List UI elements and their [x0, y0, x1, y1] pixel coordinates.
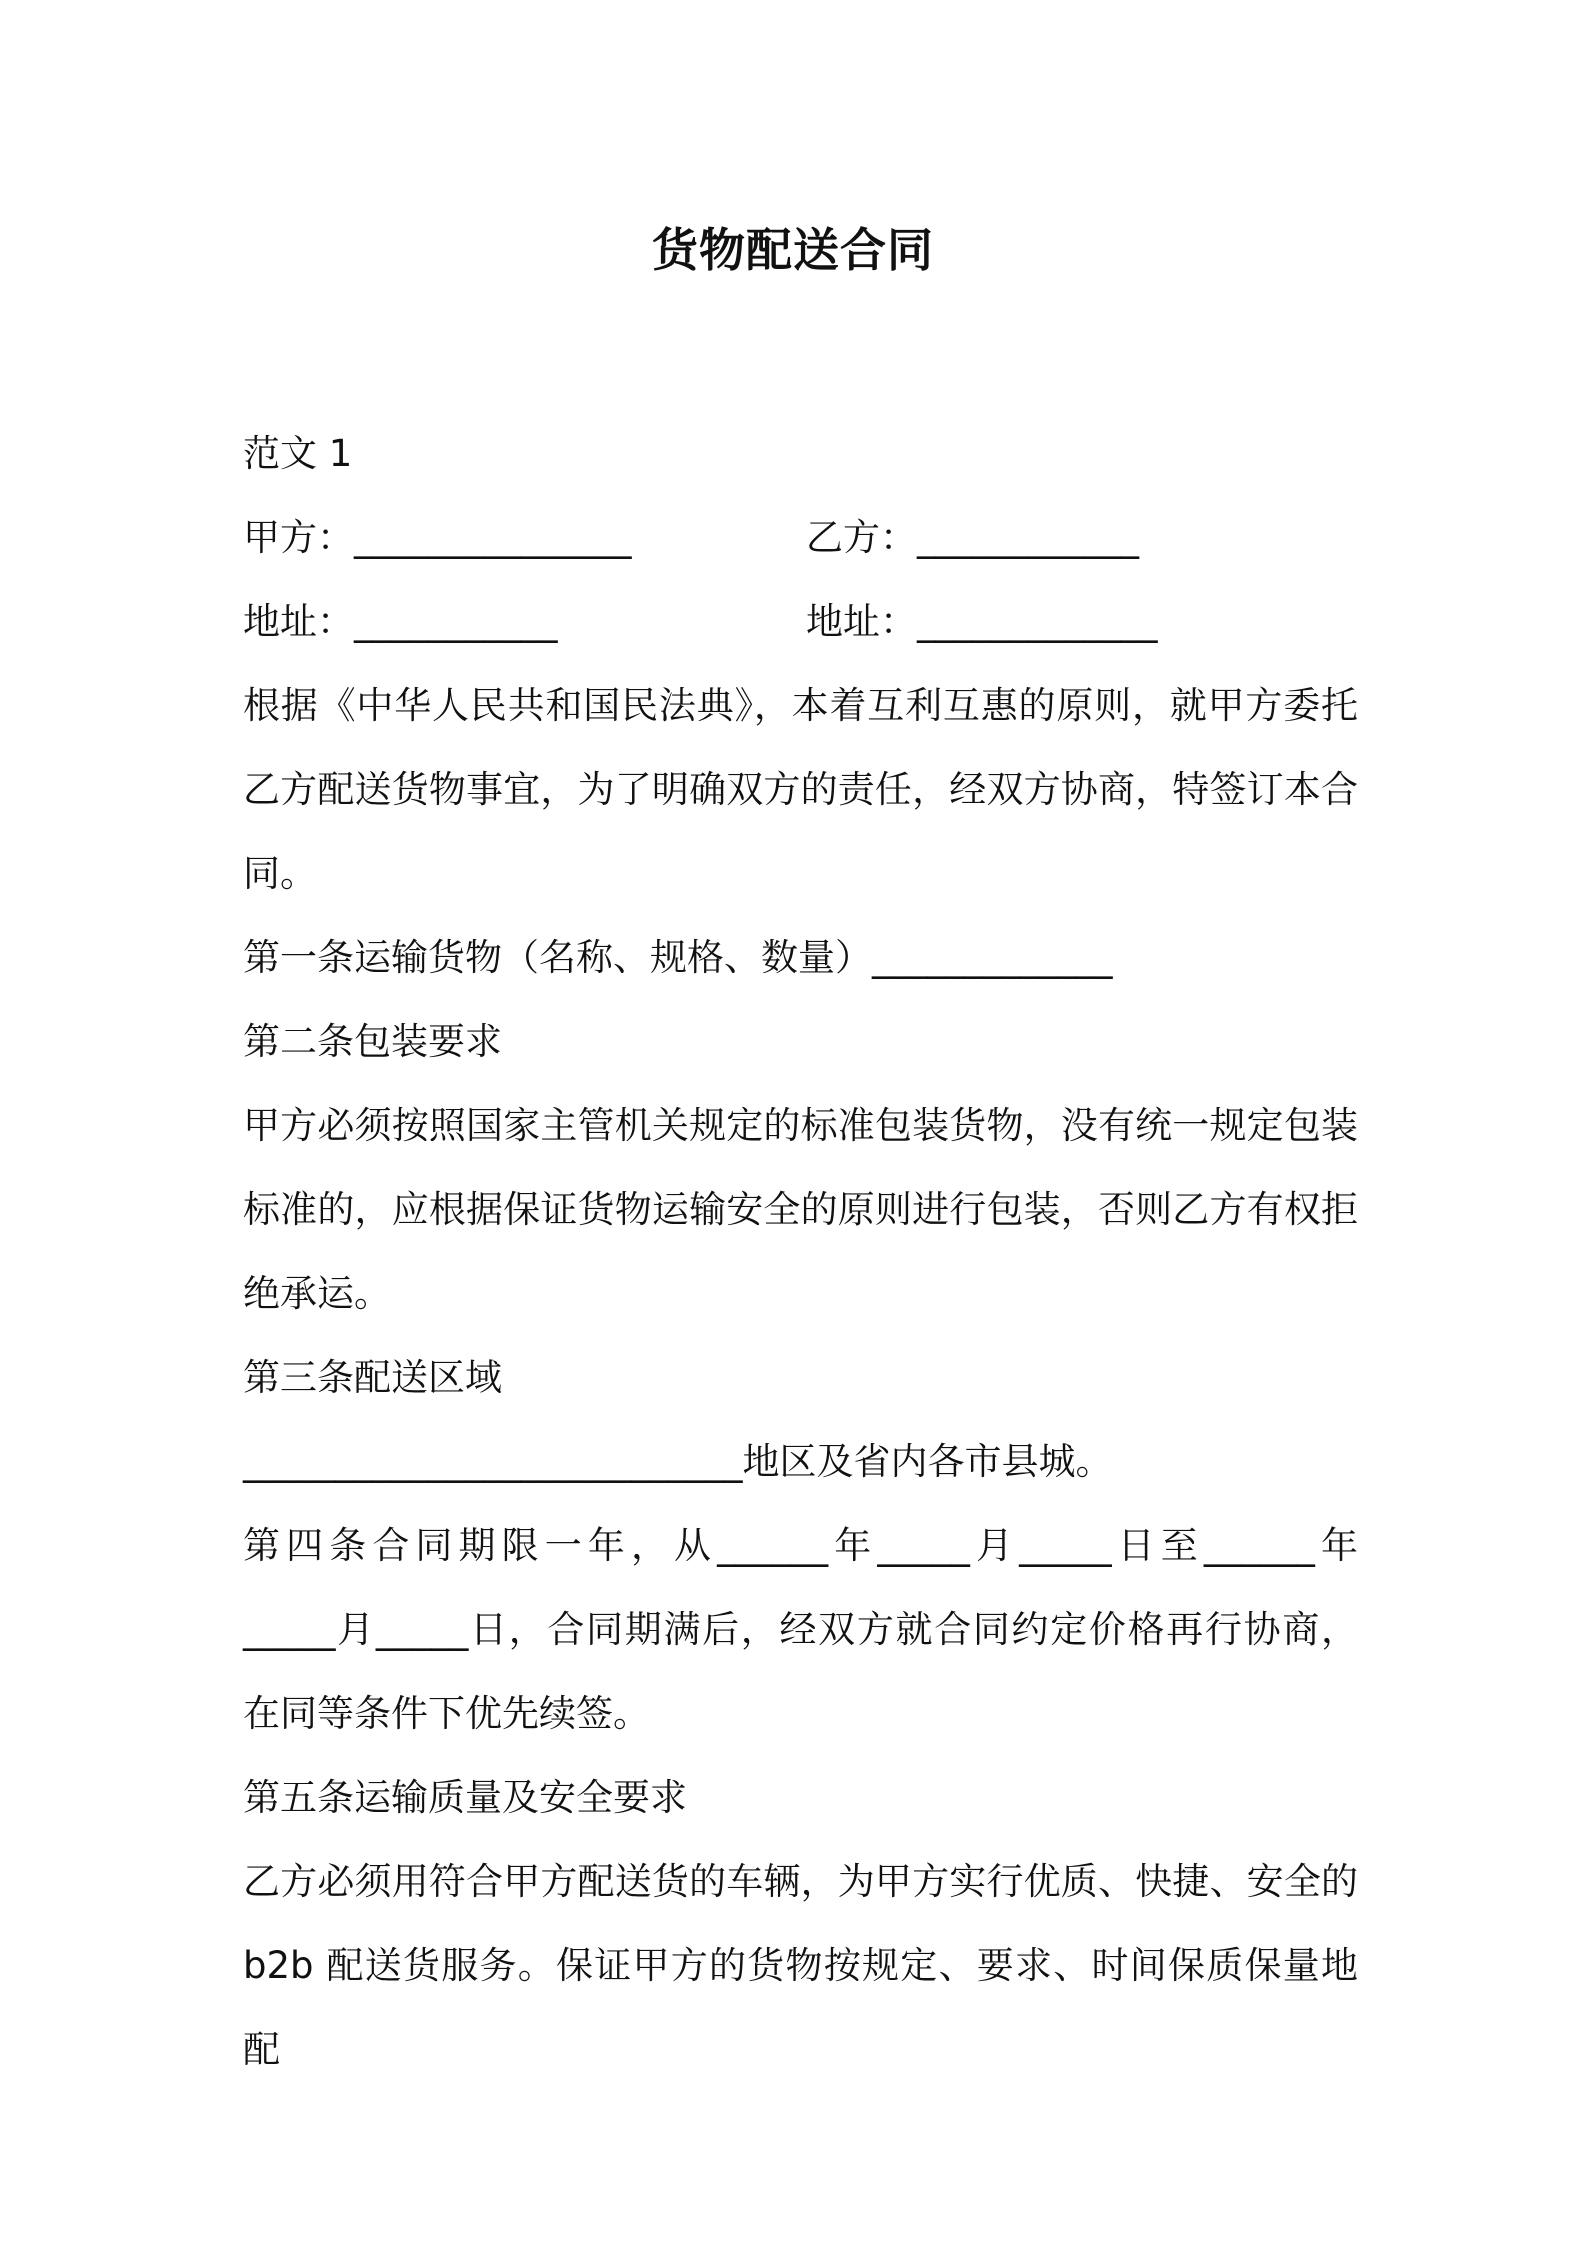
article-2-heading: 第二条包装要求	[243, 1020, 502, 1063]
article-1: 第一条运输货物（名称、规格、数量）_____________	[243, 936, 1113, 979]
article-5-heading: 第五条运输质量及安全要求	[243, 1776, 687, 1819]
article-5-line: 乙方必须用符合甲方配送货的车辆，为甲方实行优质、快捷、安全的	[243, 1860, 1358, 1903]
article-2-body	[243, 1084, 1358, 1336]
intro-paragraph	[243, 664, 1358, 916]
intro-line: 乙方配送货物事宜，为了明确双方的责任，经双方协商，特签订本合	[243, 768, 1358, 811]
article-4-body	[243, 1504, 1358, 1756]
party-a-address-field: 地址：___________	[243, 600, 558, 643]
party-b-field: 乙方：____________	[806, 516, 1139, 559]
party-a-field: 甲方：_______________	[243, 516, 632, 559]
article-3-heading: 第三条配送区域	[243, 1356, 502, 1399]
address-row	[243, 580, 1358, 664]
party-b-address-field: 地址：_____________	[806, 600, 1158, 643]
intro-line: 同。	[243, 852, 317, 895]
document-body	[243, 412, 1358, 2071]
article-4-line: 在同等条件下优先续签。	[243, 1692, 650, 1735]
article-5-body	[243, 1840, 1358, 2071]
article-2-line: 标准的，应根据保证货物运输安全的原则进行包装，否则乙方有权拒	[243, 1188, 1358, 1231]
article-4-line: _____月_____日，合同期满后，经双方就合同约定价格再行协商，	[243, 1608, 1358, 1651]
article-2-line: 甲方必须按照国家主管机关规定的标准包装货物，没有统一规定包装	[243, 1104, 1358, 1147]
article-4-line: 第四条合同期限一年，从______年_____月_____日至______年	[243, 1524, 1358, 1567]
template-label: 范文 1	[243, 432, 353, 475]
article-2-line: 绝承运。	[243, 1272, 391, 1315]
document-title: 货物配送合同	[652, 223, 934, 277]
article-5-line: b2b 配送货服务。保证甲方的货物按规定、要求、时间保质保量地配	[243, 1944, 1358, 2071]
party-row	[243, 496, 1358, 580]
intro-line: 根据《中华人民共和国民法典》，本着互利互惠的原则，就甲方委托	[243, 684, 1358, 727]
article-3-body: ___________________________地区及省内各市县城。	[243, 1440, 1113, 1483]
